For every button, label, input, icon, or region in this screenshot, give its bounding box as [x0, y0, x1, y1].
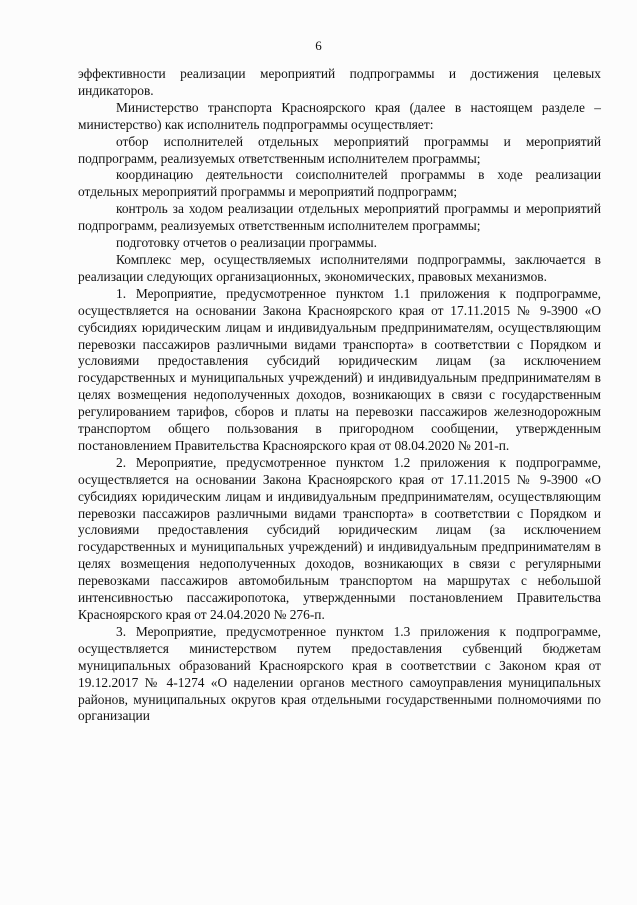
paragraph: отбор исполнителей отдельных мероприятий программы и мероприятий подпрограмм, реализуемых ответственным исполнителем программы; — [78, 133, 601, 166]
paragraph: подготовку отчетов о реализации программы. — [116, 235, 377, 251]
paragraph: Комплекс мер, осуществляемых исполнителями подпрограммы, заключается в реализации следующих организационных, экономических, правовых механизмов. — [78, 251, 601, 284]
paragraph: координацию деятельности соисполнителей программы в ходе реализации отдельных мероприятий программы и мероприятий подпрограмм; — [78, 167, 601, 200]
paragraph: Министерство транспорта Красноярского края (далее в настоящем разделе – министерство) как исполнитель подпрограммы осуществляет: — [78, 99, 601, 132]
paragraph: контроль за ходом реализации отдельных мероприятий программы и мероприятий подпрограмм, реализуемых ответственным исполнителем программы; — [78, 201, 601, 234]
document-body — [78, 66, 601, 725]
paragraph: 3. Мероприятие, предусмотренное пунктом 1.3 приложения к подпрограмме, осуществляется министерством путем предоставления субвенций бюджетам муниципальных образований Красноярского края в соответствии с Законом края от 19.12.2017 № 4-1274 «О наделении органов местного самоуправления муниципальных районов, муниципальных округов края отдельными государственными полномочиями по организации — [78, 623, 601, 724]
paragraph: 1. Мероприятие, предусмотренное пунктом 1.1 приложения к подпрограмме, осуществляется на основании Закона Красноярского края от 17.11.2015 № 9-3900 «О субсидиях юридическим лицам и индивидуальным предпринимателям, осуществляющим перевозки пассажиров различными видами транспорта» в соответствии с Порядком и условиями предоставления субсидий юридическим лицам (за исключением государственных и муниципальных учреждений) и индивидуальным предпринимателям в целях возмещения недополученных доходов, возникающих в связи с государственным регулированием тарифов, сборов и платы на перевозки пассажиров железнодорожным транспортом общего пользования в пригородном сообщении, утвержденным постановлением Правительства Красноярского края от 08.04.2020 № 201-п. — [78, 285, 601, 453]
paragraph: эффективности реализации мероприятий подпрограммы и достижения целевых индикаторов. — [78, 66, 601, 98]
page-number: 6 — [315, 38, 322, 53]
paragraph: 2. Мероприятие, предусмотренное пунктом 1.2 приложения к подпрограмме, осуществляется на основании Закона Красноярского края от 17.11.2015 № 9-3900 «О субсидиях юридическим лицам и индивидуальным предпринимателям, осуществляющим перевозки пассажиров различными видами транспорта» в соответствии с Порядком и условиями предоставления субсидий юридическим лицам (за исключением государственных и муниципальных учреждений) и индивидуальным предпринимателям в целях возмещения недополученных доходов, возникающих в связи с регулярными перевозками пассажиров автомобильным транспортом на маршрутах с небольшой интенсивностью пассажиропотока, утвержденными постановлением Правительства Красноярского края от 24.04.2020 № 276-п. — [78, 454, 601, 622]
